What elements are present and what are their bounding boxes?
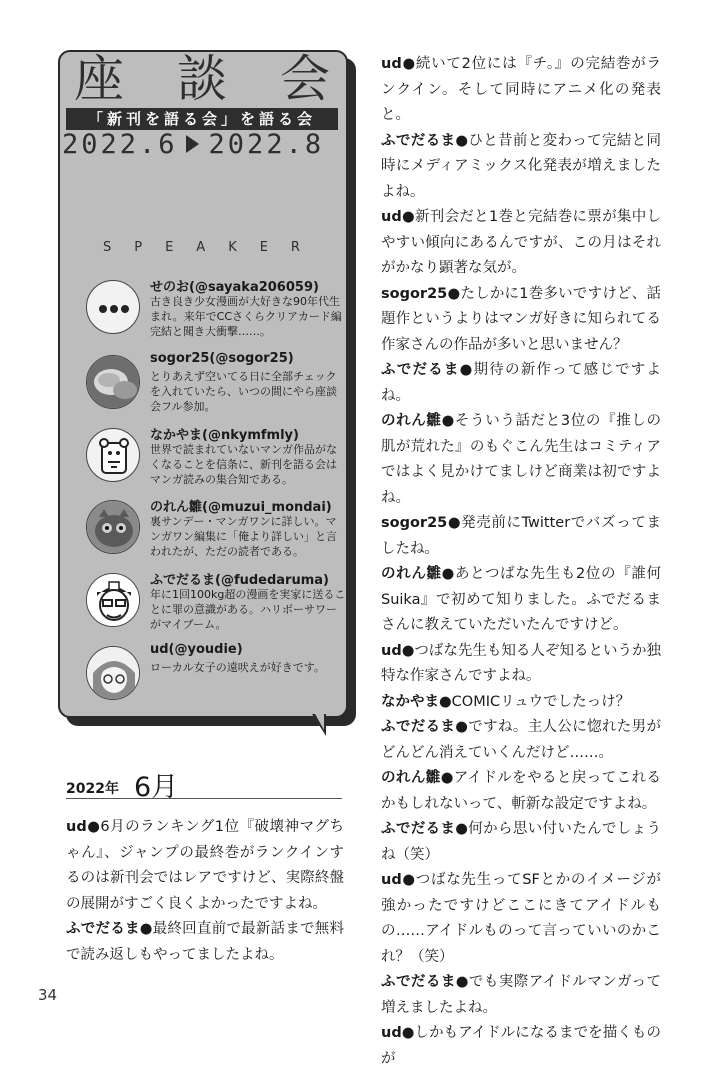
dialogue-text: ひと昔前と変わって完結と同時にメディアミックス化発表が増えましたよね。 — [381, 132, 662, 200]
bullet-icon: ● — [455, 974, 469, 990]
heading-month: 6月 — [134, 772, 179, 803]
bullet-icon: ● — [139, 921, 153, 937]
dialogue-text: でも実際アイドルマンガって増えましたよね。 — [381, 974, 661, 1016]
bullet-icon: ● — [447, 285, 461, 302]
speaker-label: のれん雛 — [381, 413, 442, 429]
bullet-icon: ● — [401, 642, 415, 659]
dialogue-text: 期待の新作って感じですよね。 — [381, 362, 662, 404]
dialogue-text: 最終回直前で最新話まで無料で読み返しもやってましたよね。 — [66, 921, 345, 963]
speaker-entry — [86, 280, 346, 344]
speaker-entry — [86, 573, 346, 637]
dialogue-line — [381, 817, 661, 868]
dialogue-text: 発売前にTwitterでバズってましたね。 — [381, 515, 661, 557]
bullet-icon: ● — [441, 566, 455, 582]
speaker-label: ud — [381, 872, 402, 888]
avatar — [86, 355, 140, 409]
dialogue-line — [381, 1021, 661, 1072]
speaker-name: のれん雛(@muzui_mondai) — [150, 500, 332, 515]
page-number: 34 — [38, 986, 58, 1004]
speaker-desc: とりあえず空いてる日に全部チェックを入れていたら、いつの間にやら座談会フル参加。 — [150, 370, 337, 413]
dialogue-left-column — [66, 815, 344, 968]
speaker-label: のれん雛 — [381, 770, 441, 786]
dialogue-text: COMICリュウでしたっけ？ — [451, 693, 631, 710]
speaker-label: ふでだるま — [381, 132, 456, 149]
speaker-desc: 裏サンデー・マンガワンに詳しい。マンガワン編集に「俺より詳しい」と言われたが、ただの読者である。 — [150, 515, 337, 558]
speaker-label: ud — [66, 819, 87, 835]
speaker-label: ud — [381, 1025, 402, 1041]
dialogue-line — [66, 819, 344, 912]
speaker-label: ふでだるま — [381, 821, 456, 837]
dialogue-text: つばな先生ってSFとかのイメージが強かったですけどここにきてアイドルもの……アイドルものって言っていいのかこれ？（笑） — [381, 872, 662, 965]
speaker-label: sogor25 — [381, 285, 448, 302]
title-char: 会 — [280, 50, 332, 108]
speaker-label: のれん雛 — [381, 566, 442, 582]
speaker-desc: 年に1回100kg超の漫画を実家に送ることに罪の意識がある。ハリボーサワーがマイブーム。 — [150, 588, 346, 631]
dialogue-line — [381, 690, 661, 716]
dialogue-line — [381, 511, 661, 562]
speaker-entry — [86, 351, 346, 419]
bullet-icon: ● — [401, 56, 416, 72]
speaker-name: なかやま(@nkymfmly) — [150, 428, 299, 443]
speaker-name: せのお(@sayaka206059) — [150, 280, 319, 295]
dialogue-line — [381, 766, 661, 817]
dialogue-line — [381, 868, 661, 970]
avatar-character-icon — [87, 429, 140, 482]
title-char: 座 — [74, 50, 126, 108]
dialogue-text: あとつばな先生も2位の『誰何Suika』で初めて知りました。ふでだるまさんに教えていただいたんですけど。 — [381, 566, 662, 633]
avatar-food-icon — [87, 356, 140, 409]
dialogue-line — [381, 562, 661, 639]
dialogue-line — [66, 921, 344, 963]
dialogue-line — [381, 129, 661, 206]
speaker-desc: ローカル女子の遠吠えが好きです。 — [150, 661, 325, 674]
bullet-icon: ● — [440, 770, 454, 786]
avatar — [86, 280, 140, 334]
bullet-icon: ● — [401, 872, 416, 888]
date-range — [62, 128, 344, 162]
speaker-heading: SPEAKER — [103, 240, 323, 255]
speaker-label: ふでだるま — [381, 719, 456, 735]
date-to: 2022.8 — [208, 129, 325, 160]
dialogue-text: つばな先生も知る人ぞ知るというか独特な作家さんですよね。 — [381, 642, 661, 684]
speaker-label: ud — [381, 56, 402, 72]
speaker-label: ふでだるま — [66, 921, 140, 937]
avatar — [86, 573, 140, 627]
speaker-name: ud(@youdie) — [150, 642, 243, 657]
avatar-dots-icon — [87, 281, 140, 334]
speaker-name: ふでだるま(@fudedaruma) — [150, 573, 329, 588]
bullet-icon: ● — [401, 209, 415, 225]
bullet-icon: ● — [86, 819, 101, 835]
feature-subtitle: 「新刊を語る会」を語る会 — [66, 108, 338, 130]
avatar — [86, 500, 140, 554]
dialogue-line — [381, 52, 661, 129]
dialogue-text: 続いて2位には『チ。』の完結巻がランクイン。そして同時にアニメ化の発表と。 — [381, 56, 661, 123]
bullet-icon: ● — [447, 515, 462, 531]
avatar — [86, 646, 140, 700]
dialogue-line — [381, 205, 661, 282]
heading-year: 2022年 — [66, 781, 119, 797]
bullet-icon: ● — [401, 1025, 415, 1041]
dialogue-line — [381, 282, 661, 359]
date-from: 2022.6 — [62, 129, 178, 160]
dialogue-text: アイドルをやると戻ってこれるかもしれないって、斬新な設定ですよね。 — [381, 770, 661, 812]
month-heading — [66, 768, 342, 803]
speaker-label: sogor25 — [381, 515, 448, 531]
dialogue-text: そういう話だと3位の『推しの肌が荒れた』のもぐこん先生はコミティアではよく見かけてましけど商業は初ですよね。 — [381, 413, 662, 506]
speaker-entry — [86, 428, 346, 492]
dialogue-line — [381, 715, 661, 766]
dialogue-text: しかもアイドルになるまでを描くものが — [381, 1025, 661, 1067]
avatar-cat-icon — [87, 501, 140, 554]
dialogue-text: 何から思い付いたんでしょうね（笑） — [381, 821, 662, 863]
arrow-right-icon — [186, 135, 199, 153]
avatar — [86, 428, 140, 482]
dialogue-right-column — [381, 52, 661, 1072]
speaker-desc: 世界で読まれていないマンガ作品がなくなることを信条に、新刊を語る会はマンガ読みの集合知である。 — [150, 443, 337, 486]
speaker-label: なかやま — [381, 693, 439, 710]
bullet-icon: ● — [455, 821, 469, 837]
speaker-entry — [86, 642, 346, 710]
speech-tail-inner — [314, 712, 324, 730]
avatar-glasses-man-icon — [87, 574, 140, 627]
dialogue-text: 新刊会だと1巻と完結巻に票が集中しやすい傾向にあるんですが、この月はそれがかなり顕著な気が。 — [381, 209, 661, 276]
title-char: 談 — [177, 50, 229, 108]
dialogue-text: 6月のランキング1位『破壊神マグちゃん』、ジャンプの最終巻がランクインするのは新刊会ではレアですけど、実際終盤の展開がすごく良くよかったですよね。 — [66, 819, 345, 912]
dialogue-text: ですね。主人公に惚れた男がどんどん消えていくんだけど……。 — [381, 719, 662, 761]
dialogue-line — [381, 639, 661, 690]
bullet-icon: ● — [455, 132, 469, 149]
speaker-label: ud — [381, 642, 402, 659]
bullet-icon: ● — [459, 362, 474, 378]
bullet-icon: ● — [455, 719, 469, 735]
speaker-entry — [86, 500, 346, 564]
dialogue-line — [381, 358, 661, 409]
bullet-icon: ● — [441, 413, 455, 429]
speaker-label: ふでだるま — [381, 974, 456, 990]
bullet-icon: ● — [439, 693, 452, 710]
dialogue-line — [381, 970, 661, 1021]
speaker-name: sogor25(@sogor25) — [150, 351, 294, 366]
dialogue-text: たしかに1巻多いですけど、話題作というよりはマンガ好きに知られてる作家さんの作品が多いと思いません？ — [381, 285, 661, 353]
feature-title — [60, 52, 346, 106]
speaker-label: ud — [381, 209, 402, 225]
speaker-desc: 古き良き少女漫画が大好きな90年代生まれ。来年でCCさくらクリアカード編完結と聞き大衝撃……。 — [150, 295, 342, 338]
avatar-girl-icon — [87, 647, 140, 700]
speaker-label: ふでだるま — [381, 362, 460, 378]
dialogue-line — [381, 409, 661, 511]
